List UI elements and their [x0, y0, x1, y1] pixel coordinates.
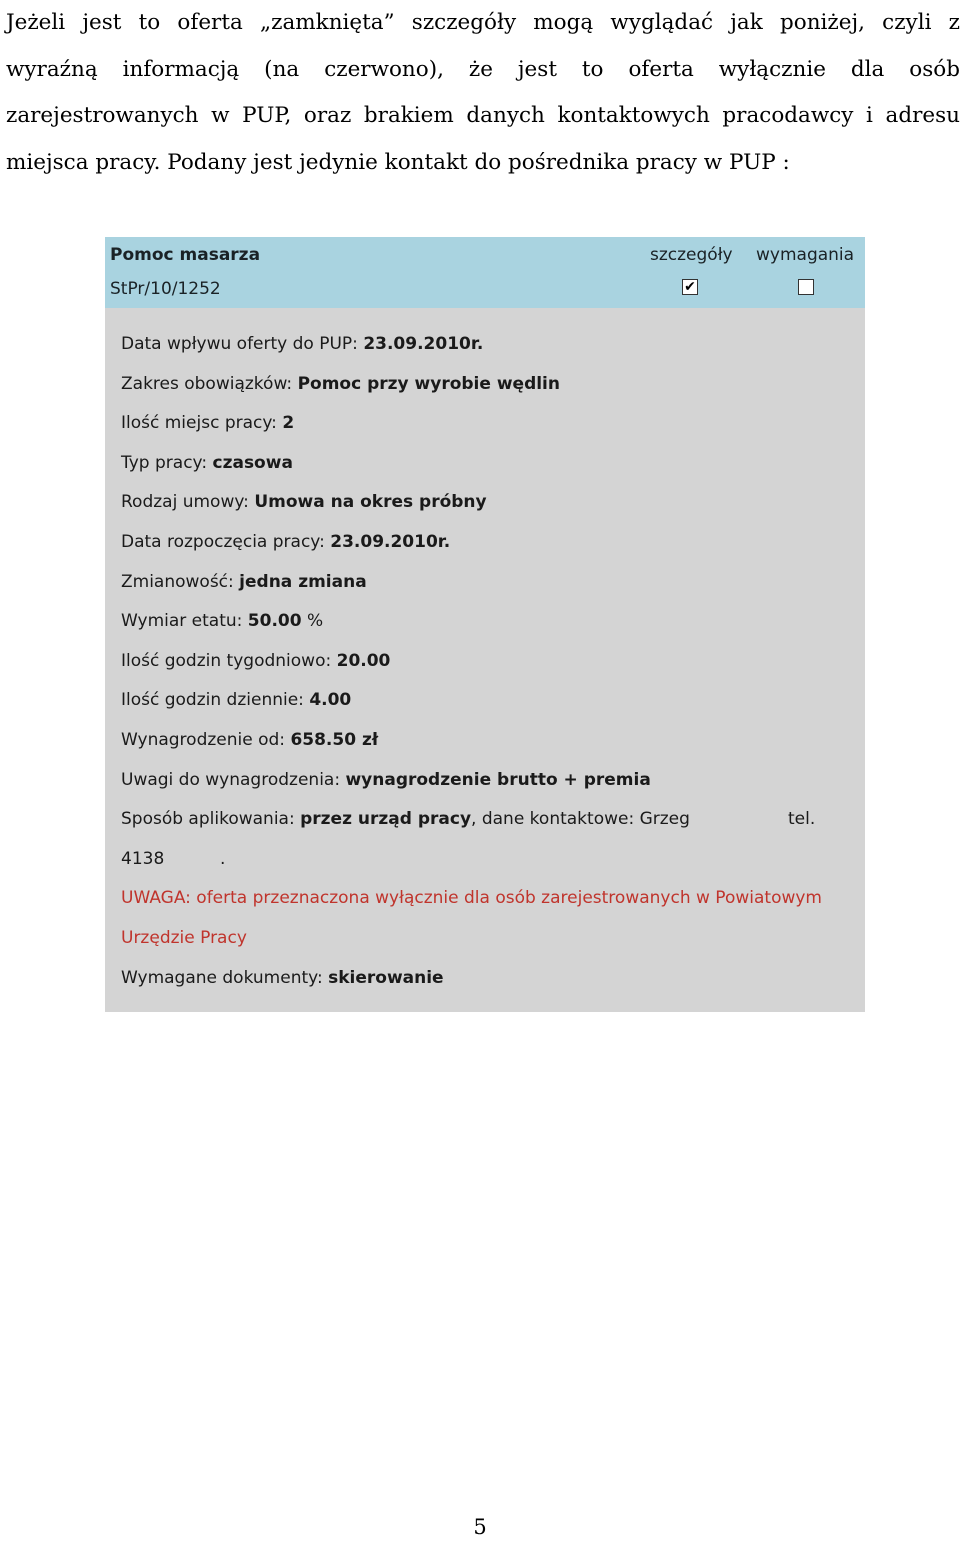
warning-line-2: Urzędzie Pracy [121, 927, 247, 948]
detail-value: 4.00 [309, 690, 352, 711]
detail-row-shifts [121, 563, 861, 603]
tel-label: tel. [788, 809, 816, 830]
detail-value: skierowanie [328, 967, 444, 988]
detail-label: Zakres obowiązków: [121, 373, 298, 394]
detail-value: przez urząd pracy [300, 809, 472, 830]
detail-unit: % [301, 611, 324, 632]
detail-label: Wynagrodzenie od: [121, 729, 291, 750]
detail-value: 23.09.2010r. [363, 334, 484, 354]
contact-phone: 4138 [121, 848, 165, 869]
detail-row-work-type [121, 444, 861, 484]
detail-row-contract-type [121, 483, 861, 523]
details-column-label: szczegóły [650, 245, 733, 265]
detail-label: Uwagi do wynagrodzenia: [121, 769, 346, 790]
detail-label: Ilość godzin tygodniowo: [121, 650, 337, 671]
detail-row-daily-hours [121, 681, 861, 721]
job-code: StPr/10/1252 [110, 279, 221, 299]
detail-row-received-date [121, 325, 861, 365]
intro-line-3: zarejestrowanych w PUP, oraz brakiem danych kontaktowych pracodawcy i adresu [6, 103, 960, 128]
detail-row-start-date [121, 523, 861, 563]
detail-label: Ilość miejsc pracy: [121, 413, 283, 434]
contact-label: , dane kontaktowe: Grzeg [471, 809, 690, 830]
job-offer-panel [105, 237, 865, 1012]
detail-row-salary [121, 721, 861, 761]
detail-label: Data wpływu oferty do PUP: [121, 334, 364, 354]
detail-label: Typ pracy: [121, 452, 213, 473]
intro-line-4: miejsca pracy. Podany jest jedynie kontakt do pośrednika pracy w PUP : [6, 149, 790, 175]
detail-label: Sposób aplikowania: [121, 809, 301, 830]
intro-text [6, 0, 960, 186]
detail-row-salary-notes [121, 761, 861, 801]
job-title[interactable]: Pomoc masarza [110, 245, 261, 265]
detail-row-weekly-hours [121, 642, 861, 682]
detail-value: 2 [282, 413, 295, 434]
detail-label: Wymagane dokumenty: [121, 967, 329, 988]
requirements-checkbox[interactable] [798, 279, 814, 295]
detail-value: czasowa [212, 452, 293, 473]
detail-label: Wymiar etatu: [121, 611, 248, 632]
detail-row-duties [121, 365, 861, 405]
detail-row-positions [121, 404, 861, 444]
detail-value: 50.00 [247, 611, 302, 632]
detail-label: Data rozpoczęcia pracy: [121, 531, 331, 552]
detail-row-apply-method [121, 800, 861, 840]
details-checkbox[interactable]: ✔ [682, 279, 698, 295]
detail-value: wynagrodzenie brutto + premia [345, 769, 651, 790]
detail-value: 658.50 zł [290, 729, 379, 750]
detail-label: Ilość godzin dziennie: [121, 690, 310, 711]
requirements-column-label: wymagania [756, 245, 855, 265]
intro-line-2: wyraźną informacją (na czerwono), że jest to oferta wyłącznie dla osób [6, 56, 960, 82]
detail-label: Zmianowość: [121, 571, 240, 592]
page-number: 5 [473, 1515, 487, 1539]
job-offer-header [105, 237, 865, 308]
phone-end: . [220, 848, 226, 869]
offer-details [121, 325, 861, 998]
detail-value: 23.09.2010r. [330, 531, 451, 552]
detail-row-documents [121, 959, 861, 999]
intro-line-1: Jeżeli jest to oferta „zamknięta” szczegóły mogą wyglądać jak poniżej, czyli z [6, 10, 960, 35]
warning-line-1: UWAGA: oferta przeznaczona wyłącznie dla osób zarejestrowanych w Powiatowym [121, 888, 822, 909]
detail-label: Rodzaj umowy: [121, 492, 255, 513]
detail-row-fte [121, 602, 861, 642]
detail-value: 20.00 [336, 650, 391, 671]
detail-row-phone [121, 840, 861, 880]
detail-value: Umowa na okres próbny [254, 492, 487, 513]
detail-value: jedna zmiana [239, 571, 367, 592]
detail-value: Pomoc przy wyrobie wędlin [297, 373, 560, 394]
